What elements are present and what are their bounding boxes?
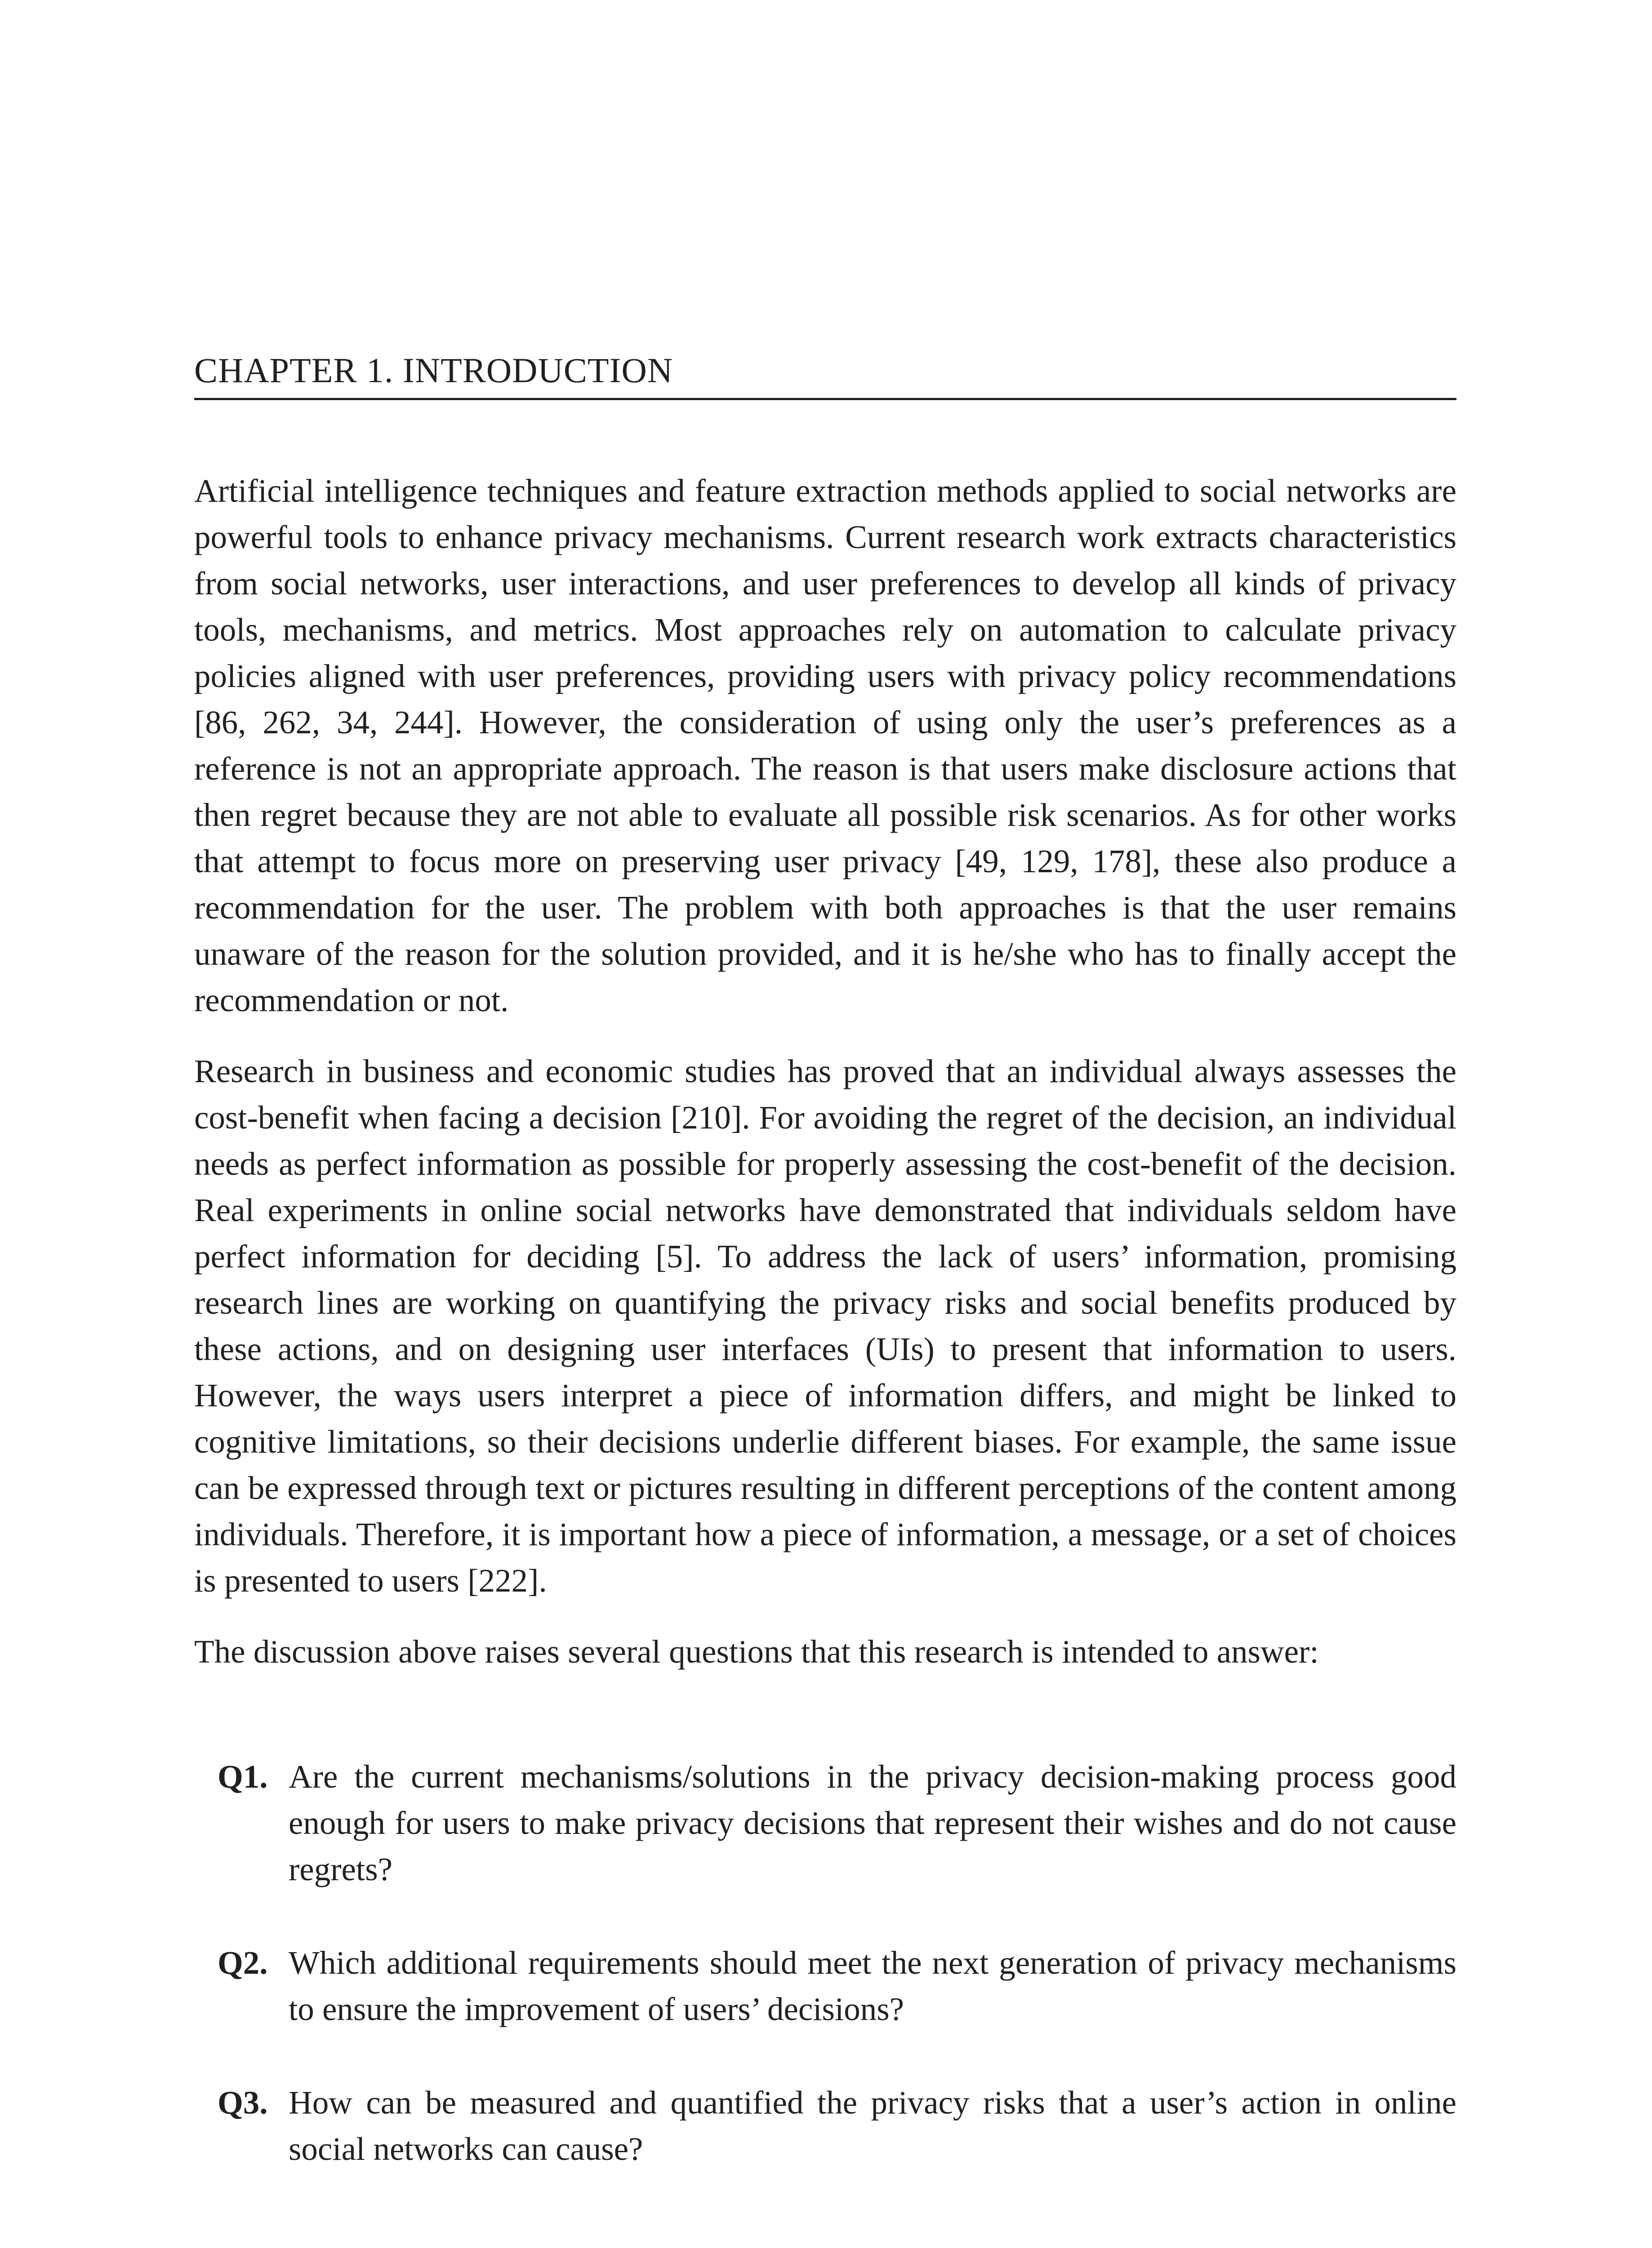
body-text	[194, 468, 1456, 2219]
question-label: Q1.	[218, 1758, 268, 1795]
question-text: Are the current mechanisms/solutions in the privacy decision-making process good enough for users to make privacy decisions that represent their wishes and do not cause regrets?	[289, 1758, 1456, 1887]
research-question-q2	[194, 1940, 1456, 2032]
question-text: Which additional requirements should meet the next generation of privacy mechanisms to ensure the improvement of users’ decisions?	[289, 1945, 1456, 2027]
chapter-title: CHAPTER 1. INTRODUCTION	[194, 351, 673, 390]
paragraph-2: Research in business and economic studies has proved that an individual always assesses the cost-benefit when facing a decision [210]. For avoiding the regret of the decision, an individual needs as perfect information as possible for properly assessing the cost-benefit of the decision. Real experiments in online social networks have demonstrated that individuals seldom have perfect information for deciding [5]. To address the lack of users’ information, promising research lines are working on quantifying the privacy risks and social benefits produced by these actions, and on designing user interfaces (UIs) to present that information to users. However, the ways users interpret a piece of information differs, and might be linked to cognitive limitations, so their decisions underlie different biases. For example, the same issue can be expressed through text or pictures resulting in different perceptions of the content among individuals. Therefore, it is important how a piece of information, a message, or a set of choices is presented to users [222].	[194, 1053, 1456, 1599]
paragraph-3: The discussion above raises several questions that this research is intended to answer:	[194, 1633, 1319, 1670]
running-header	[194, 353, 1456, 400]
question-label: Q3.	[218, 2084, 268, 2121]
question-text: How can be measured and quantified the privacy risks that a user’s action in online social networks can cause?	[289, 2084, 1456, 2167]
paragraph-1: Artificial intelligence techniques and feature extraction methods applied to social networks are powerful tools to enhance privacy mechanisms. Current research work extracts characteristics from social networks, user interactions, and user preferences to develop all kinds of privacy tools, mechanisms, and metrics. Most approaches rely on automation to calculate privacy policies aligned with user preferences, providing users with privacy policy recommendations [86, 262, 34, 244]. However, the consideration of using only the user’s preferences as a reference is not an appropriate approach. The reason is that users make disclosure actions that then regret because they are not able to evaluate all possible risk scenarios. As for other works that attempt to focus more on preserving user privacy [49, 129, 178], these also produce a recommendation for the user. The problem with both approaches is that the user remains unaware of the reason for the solution provided, and it is he/she who has to finally accept the recommendation or not.	[194, 473, 1456, 1018]
research-question-q1	[194, 1753, 1456, 1892]
question-label: Q2.	[218, 1945, 268, 1981]
research-questions-list	[194, 1753, 1456, 2172]
research-question-q3	[194, 2079, 1456, 2172]
